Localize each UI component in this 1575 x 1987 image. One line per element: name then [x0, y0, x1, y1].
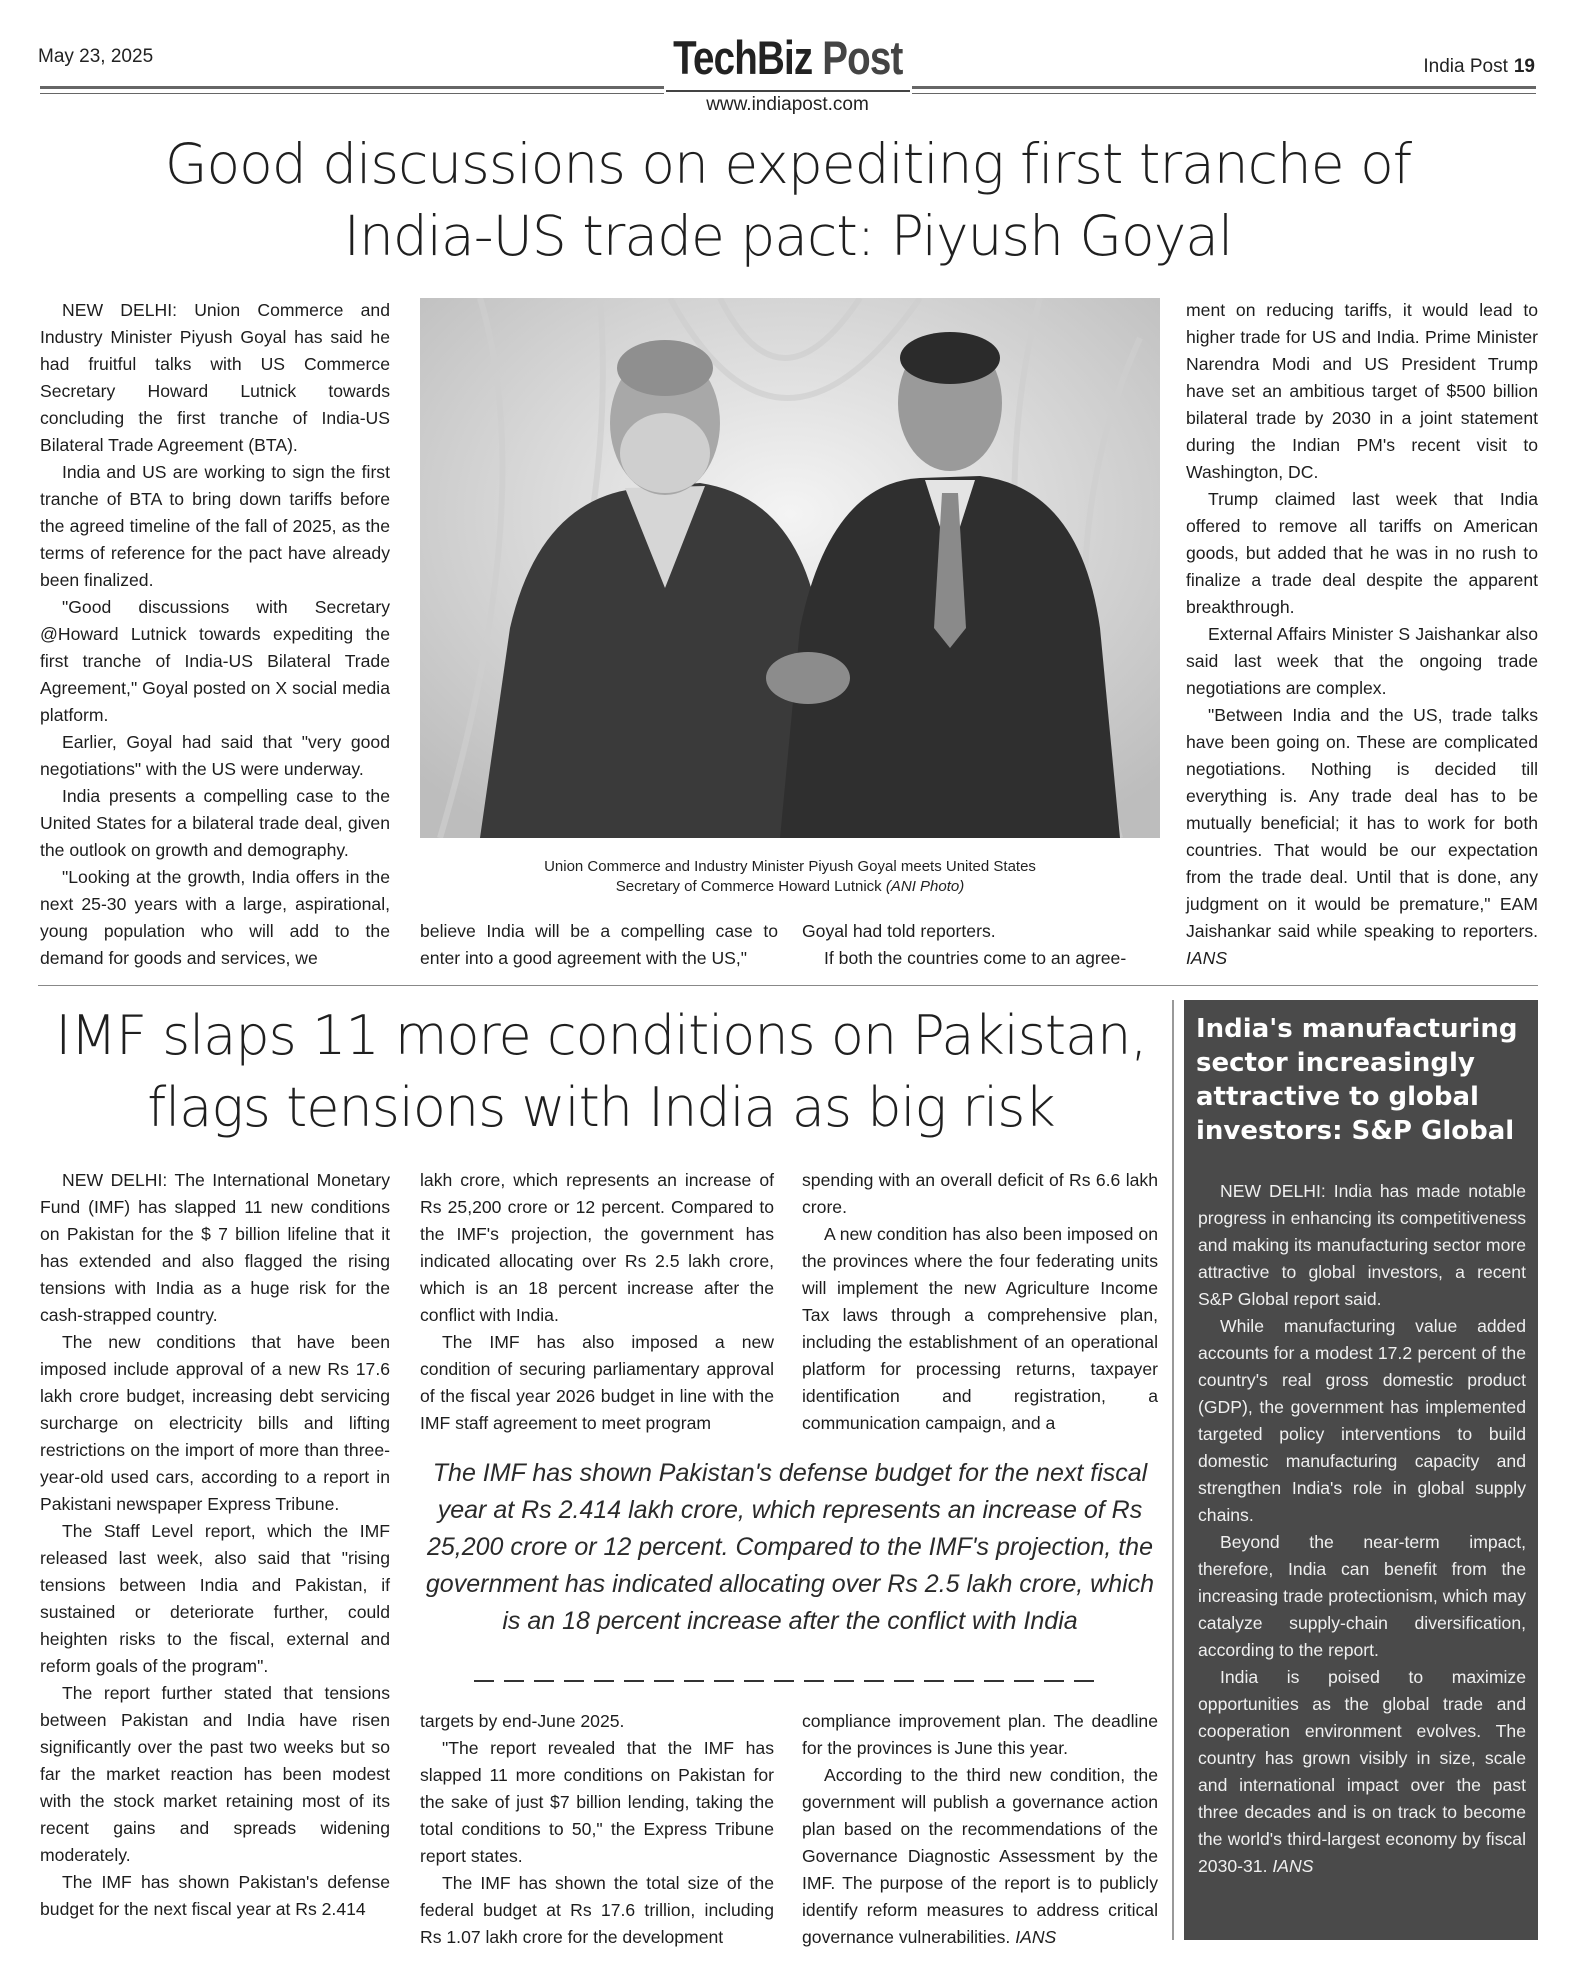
- article2-column-1: [40, 1167, 390, 1923]
- paragraph: believe India will be a compelling case to enter into a good agreement with the US,": [420, 921, 778, 968]
- publication-name: India Post: [1423, 56, 1508, 77]
- site-url[interactable]: www.indiapost.com: [706, 94, 869, 115]
- article1-photo: [420, 298, 1160, 838]
- paragraph: targets by end-June 2025.: [420, 1711, 625, 1731]
- paragraph: compliance improvement plan. The deadline for the provinces is June this year.: [802, 1711, 1158, 1758]
- page-number: 19: [1513, 56, 1535, 77]
- paragraph: India and US are working to sign the first tranche of BTA to bring down tariffs before the agreed timeline of the fall of 2025, as the terms of reference for the pact have already been finalized.: [40, 462, 390, 590]
- paragraph: The new conditions that have been imposed include approval of a new Rs 17.6 lakh crore budget, increasing debt servicing surcharge on electricity bills and lifting restrictions on the import of more than three-year-old used cars, according to a report in Pakistani newspaper Express Tribune.: [40, 1332, 390, 1514]
- paragraph: NEW DELHI: The International Monetary Fund (IMF) has slapped 11 new conditions on Pakistan for the $ 7 billion lifeline that it has extended and also flagged the rising tensions with India as a huge risk for the cash-strapped country.: [40, 1170, 390, 1325]
- paragraph: Earlier, Goyal had said that "very good negotiations" with the US were underway.: [40, 732, 390, 779]
- paragraph: spending with an overall deficit of Rs 6.6 lakh crore.: [802, 1170, 1158, 1217]
- handshake-photo-icon: [420, 298, 1160, 838]
- pull-quote: The IMF has shown Pakistan's defense budget for the next fiscal year at Rs 2.414 lakh crore, which represents an increase of Rs 25,200 crore or 12 percent. Compared to the IMF's projection, the government has indicated allocating over Rs 2.5 lakh crore, which is an 18 percent increase after the conflict with India: [425, 1459, 1155, 1635]
- paragraph: The IMF has shown the total size of the federal budget at Rs 17.6 trillion, including Rs 1.07 lakh crore for the development: [420, 1873, 774, 1947]
- paragraph: "The report revealed that the IMF has slapped 11 more conditions on Pakistan for the sake of just $7 billion lending, taking the total conditions to 50," the Express Tribune report states.: [420, 1738, 774, 1866]
- sidebar-body: [1198, 1178, 1526, 1880]
- article2-column-2-bottom: [420, 1708, 774, 1951]
- paragraph: Beyond the near-term impact, therefore, India can benefit from the increasing trade protectionism, which may catalyze supply-chain diversification, according to the report.: [1198, 1532, 1526, 1660]
- article1-column-2: [420, 918, 778, 972]
- article1-headline: Good discussions on expediting first tranche of India-US trade pact: Piyush Goyal: [164, 132, 1412, 268]
- paragraph: Trump claimed last week that India offered to remove all tariffs on American goods, but added that he was in no rush to finalize a trade deal despite the apparent breakthrough.: [1186, 489, 1538, 617]
- sidebar-headline: India's manufacturing sector increasingly attractive to global investors: S&P Global: [1196, 1014, 1518, 1146]
- paragraph: The IMF has also imposed a new condition of securing parliamentary approval of the fiscal year 2026 budget in line with the IMF staff agreement to meet program: [420, 1332, 774, 1433]
- paragraph: "Between India and the US, trade talks have been going on. These are complicated negotiations. Nothing is decided till everything is. Any trade deal has to be mutually beneficial; it has to work for both countries. That would be our expectation from the trade deal. Until that is done, any judgment on it would be premature," EAM Jaishankar said while speaking to reporters. IANS: [1186, 705, 1538, 968]
- header-rule-right: [912, 86, 1536, 89]
- masthead: [0, 31, 1575, 84]
- url-rule: [666, 90, 910, 92]
- paragraph: India presents a compelling case to the United States for a bilateral trade deal, given the outlook on growth and demography.: [40, 786, 390, 860]
- photo-caption: Union Commerce and Industry Minister Piyush Goyal meets United States Secretary of Commerce Howard Lutnick (ANI Photo): [544, 858, 1036, 895]
- paragraph: The IMF has shown Pakistan's defense budget for the next fiscal year at Rs 2.414: [40, 1872, 390, 1919]
- paragraph: The report further stated that tensions between Pakistan and India have risen significantly over the past two weeks but so far the market reaction has been modest with the stock market retaining most of its recent gains and spreads widening moderately.: [40, 1683, 390, 1865]
- byline-credit: IANS: [1015, 1927, 1057, 1947]
- paragraph: According to the third new condition, the government will publish a governance action plan based on the recommendations of the Governance Diagnostic Assessment by the IMF. The purpose of the report is to publicly identify reform measures to address critical governance vulnerabilities. IANS: [802, 1765, 1158, 1947]
- article2-column-3-top: [802, 1167, 1158, 1437]
- article1-column-4: [1186, 297, 1538, 972]
- article2-headline: IMF slaps 11 more conditions on Pakistan, flags tensions with India as big risk: [55, 1004, 1147, 1139]
- paragraph: "Looking at the growth, India offers in the next 25-30 years with a large, aspirational, young population who will add to the demand for goods and services, we: [40, 867, 390, 968]
- article2-column-2-top: [420, 1167, 774, 1437]
- issue-date: May 23, 2025: [38, 46, 154, 67]
- paragraph: lakh crore, which represents an increase of Rs 25,200 crore or 12 percent. Compared to the IMF's projection, the government has indicated allocating over Rs 2.5 lakh crore, which is an 18 percent increase after the conflict with India.: [420, 1170, 774, 1325]
- photo-credit: (ANI Photo): [885, 878, 965, 895]
- paragraph: NEW DELHI: Union Commerce and Industry Minister Piyush Goyal has said he had fruitful talks with US Commerce Secretary Howard Lutnick towards concluding the first tranche of India-US Bilateral Trade Agreement (BTA).: [40, 300, 390, 455]
- article1-column-3: [802, 918, 1160, 972]
- paragraph: The Staff Level report, which the IMF released last week, also said that "rising tensions between India and Pakistan, if sustained or deteriorate further, could heighten risks to the fiscal, external and reform goals of the program".: [40, 1521, 390, 1676]
- paragraph: Goyal had told reporters.: [802, 921, 996, 941]
- paragraph: A new condition has also been imposed on the provinces where the four federating units will implement the new Agriculture Income Tax laws through a comprehensive plan, including the establishment of an operational platform for processing returns, taxpayer identification and registration, a communication campaign, and a: [802, 1224, 1158, 1433]
- paragraph: "Good discussions with Secretary @Howard Lutnick towards expediting the first tranche of India-US Bilateral Trade Agreement," Goyal posted on X social media platform.: [40, 597, 390, 725]
- byline-credit: IANS: [1272, 1856, 1314, 1876]
- column-divider: [1172, 1000, 1174, 1940]
- header-rule-left: [40, 86, 664, 89]
- paragraph: If both the countries come to an agree-: [824, 948, 1127, 968]
- sidebar-article: [1184, 1000, 1538, 1940]
- masthead-logo: TechBiz Post: [672, 31, 903, 84]
- section-divider: [38, 985, 1538, 986]
- paragraph: NEW DELHI: India has made notable progress in enhancing its competitiveness and making its manufacturing sector more attractive to global investors, a recent S&P Global report said.: [1198, 1181, 1526, 1309]
- article2-column-3-bottom: [802, 1708, 1158, 1951]
- pull-quote-rule: [474, 1680, 1094, 1682]
- article1-column-1: [40, 297, 390, 972]
- paragraph: External Affairs Minister S Jaishankar also said last week that the ongoing trade negotiations are complex.: [1186, 624, 1538, 698]
- page-info: [1423, 56, 1535, 78]
- byline-credit: IANS: [1186, 948, 1228, 968]
- paragraph: India is poised to maximize opportunities as the global trade and cooperation environment evolves. The country has grown visibly in size, scale and international impact over the past three decades and is on track to become the world's third-largest economy by fiscal 2030-31. IANS: [1198, 1667, 1526, 1876]
- paragraph: While manufacturing value added accounts for a modest 17.2 percent of the country's real gross domestic product (GDP), the government has implemented targeted policy interventions to build domestic manufacturing capacity and strengthen India's role in global supply chains.: [1198, 1316, 1526, 1525]
- paragraph: ment on reducing tariffs, it would lead to higher trade for US and India. Prime Minister Narendra Modi and US President Trump have set an ambitious target of $500 billion bilateral trade by 2030 in a joint statement during the Indian PM's recent visit to Washington, DC.: [1186, 300, 1538, 482]
